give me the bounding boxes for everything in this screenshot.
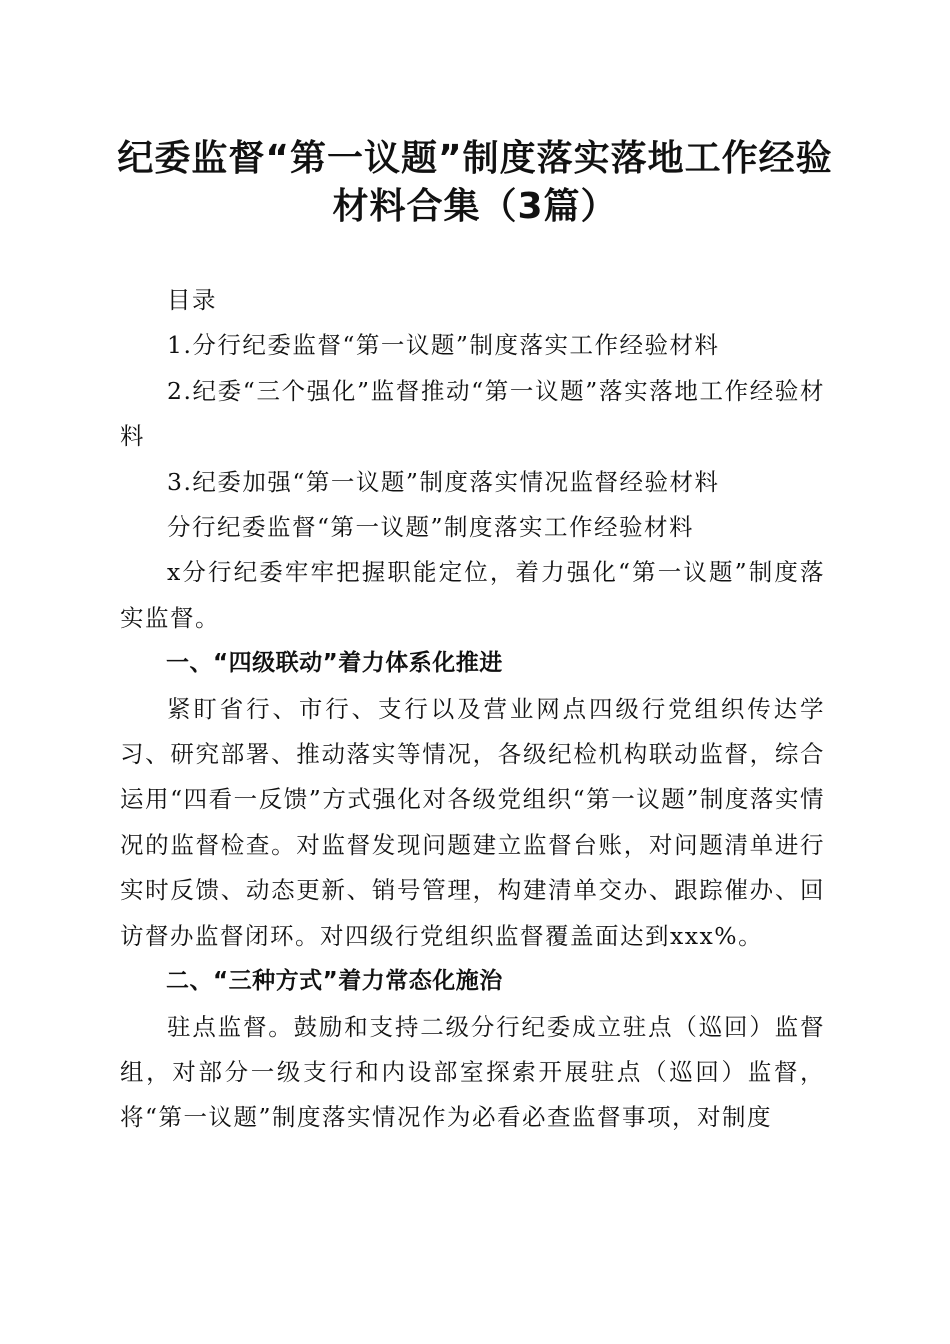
toc-item-3: 3.纪委加强“第一议题”制度落实情况监督经验材料 — [167, 467, 720, 496]
section-1-paragraph: 紧盯省行、市行、支行以及营业网点四级行党组织传达学习、研究部署、推动落实等情况，各级纪检机构联动监督，综合运用“四看一反馈”方式强化对各级党组织“第一议题”制度落实情况的监督检查。对监督发现问题建立监督台账，对问题清单进行实时反馈、动态更新、销号管理，构建清单交办、跟踪催办、回访督办监督闭环。对四级行党组织监督覆盖面达到xxx%。 — [120, 694, 825, 950]
document-title-line-1: 纪委监督“第一议题”制度落实落地工作经验 — [117, 138, 833, 179]
document-body — [120, 278, 825, 1141]
article-title: 分行纪委监督“第一议题”制度落实工作经验材料 — [167, 513, 695, 542]
intro-paragraph: x分行纪委牢牢把握职能定位，着力强化“第一议题”制度落实监督。 — [120, 558, 825, 632]
section-2-heading: 二、“三种方式”着力常态化施治 — [166, 968, 503, 995]
toc-item-2: 2.纪委“三个强化”监督推动“第一议题”落实落地工作经验材料 — [120, 376, 825, 451]
toc-item-1: 1.分行纪委监督“第一议题”制度落实工作经验材料 — [167, 331, 720, 360]
document-title-line-2: 材料合集（3篇） — [332, 186, 618, 227]
toc-heading: 目录 — [167, 286, 217, 314]
section-1-heading: 一、“四级联动”着力体系化推进 — [166, 650, 503, 677]
section-2-paragraph: 驻点监督。鼓励和支持二级分行纪委成立驻点（巡回）监督组，对部分一级支行和内设部室探索开展驻点（巡回）监督，将“第一议题”制度落实情况作为必看必查监督事项，对制度 — [120, 1012, 825, 1132]
